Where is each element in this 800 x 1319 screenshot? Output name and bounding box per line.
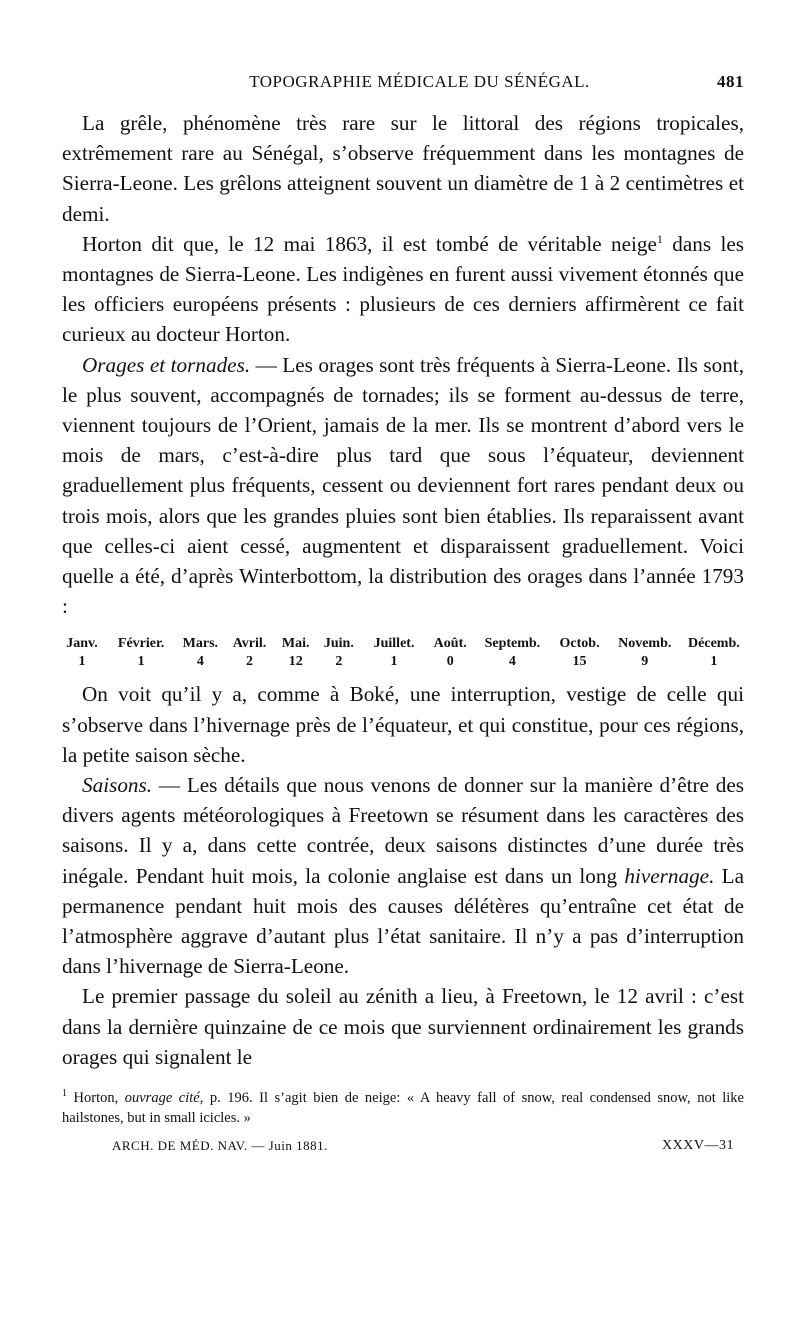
journal-reference: ARCH. DE MÉD. NAV. — Juin 1881. — [112, 1138, 328, 1154]
storm-count: 12 — [288, 654, 303, 670]
paragraph-zenith: Le premier passage du soleil au zénith a lieu, à Freetown, le 12 avril : c’est dans la dernière quinzaine de ce mois que surviennent ordinairement les grands orages qui signalent le — [62, 984, 744, 1069]
signature-mark: XXXV—31 — [662, 1138, 734, 1154]
month-label: Juin. — [323, 636, 354, 652]
storm-count: 0 — [446, 654, 454, 670]
storm-count: 4 — [508, 654, 516, 670]
storm-count: 1 — [137, 654, 145, 670]
month-label: Janv. — [66, 636, 98, 652]
month-label: Février. — [117, 636, 165, 652]
running-title: TOPOGRAPHIE MÉDICALE DU SÉNÉGAL. — [249, 72, 590, 91]
storm-count: 9 — [641, 654, 649, 670]
month-label: Mai. — [281, 636, 310, 652]
page — [62, 72, 744, 1154]
paragraph-saisons: Saisons. — Les détails que nous venons de donner sur la manière d’être des divers agents météorologiques à Freetown se résument dans les caractères des saisons. Il y a, dans cette contrée, deux saisons distinctes d’une durée très inégale. Pendant huit mois, la colonie anglaise est dans un long hivernage. La permanence pendant huit mois des causes délétères qu’entraîne cet état de l’atmosphère aggrave d’autant plus l’état sanitaire. Il n’y a pas d’interruption dans l’hivernage de Sierra-Leone. — [62, 773, 744, 979]
page-footer — [62, 1138, 744, 1154]
storm-count: 1 — [78, 654, 86, 670]
storm-count: 1 — [390, 654, 398, 670]
storm-count: 1 — [710, 654, 718, 670]
storm-table-months — [62, 635, 744, 653]
month-label: Mars. — [182, 636, 219, 652]
month-label: Novemb. — [618, 636, 672, 652]
month-label: Décemb. — [688, 636, 740, 652]
section-title-saisons: Saisons. — [82, 773, 153, 798]
paragraph-grele: La grêle, phénomène très rare sur le littoral des régions tropicales, extrêmement rare au Sénégal, s’observe fréquemment dans les montagnes de Sierra-Leone. Les grêlons atteignent souvent un diamètre de 1 à 2 centimètres et demi. — [62, 111, 744, 226]
storm-count: 4 — [196, 654, 204, 670]
storm-table-counts — [62, 653, 744, 671]
storm-count: 2 — [335, 654, 343, 670]
running-header — [62, 72, 744, 94]
footnote-ref: 1 — [656, 231, 663, 246]
month-label: Septemb. — [484, 636, 541, 652]
month-label: Juillet. — [373, 636, 415, 652]
month-label: Octob. — [559, 636, 600, 652]
paragraph-orages: Orages et tornades. — Les orages sont très fréquents à Sierra-Leone. Ils sont, le plus souvent, accompagnés de tornades; ils se forment au-dessus de terre, viennent toujours de l’Orient, jamais de la mer. Ils se montrent d’abord vers le mois de mars, c’est-à-dire plus tard que sous l’équateur, deviennent graduellement plus fréquents, cessent ou deviennent fort rares pendant deux ou trois mois, alors que les grandes pluies sont bien établies. Ils reparaissent avant que celles-ci aient cessé, augmentent et disparaissent graduellement. Voici quelle a été, d’après Winterbottom, la distribution des orages dans l’année 1793 : — [62, 352, 744, 619]
section-title-orages: Orages et tornades. — [82, 352, 251, 377]
storm-count: 2 — [246, 654, 254, 670]
storm-count: 15 — [572, 654, 587, 670]
month-label: Août. — [433, 636, 467, 652]
footnote-marker: 1 — [62, 1088, 67, 1100]
paragraph-interruption: On voit qu’il y a, comme à Boké, une interruption, vestige de celle qui s’observe dans l’hivernage près de l’équateur, et qui constitue, pour ces régions, la petite saison sèche. — [62, 682, 744, 767]
footnote: $^1$ Horton, ouvrage cité, p. 196. Il s’agit bien de neige: « A heavy fall of snow, real condensed snow, not like hailstones, but in small icicles. » — [62, 1088, 744, 1127]
page-number: 481 — [717, 72, 744, 91]
paragraph-neige: Horton dit que, le 12 mai 1863, il est tombé de véritable neige$^1$ dans les montagnes de Sierra-Leone. Les indigènes en furent aussi vivement étonnés que les officiers européens présents : plusieurs de ces derniers affirmèrent ce fait curieux au docteur Horton. — [62, 231, 745, 347]
month-label: Avril. — [232, 636, 267, 652]
storm-table — [62, 635, 744, 671]
